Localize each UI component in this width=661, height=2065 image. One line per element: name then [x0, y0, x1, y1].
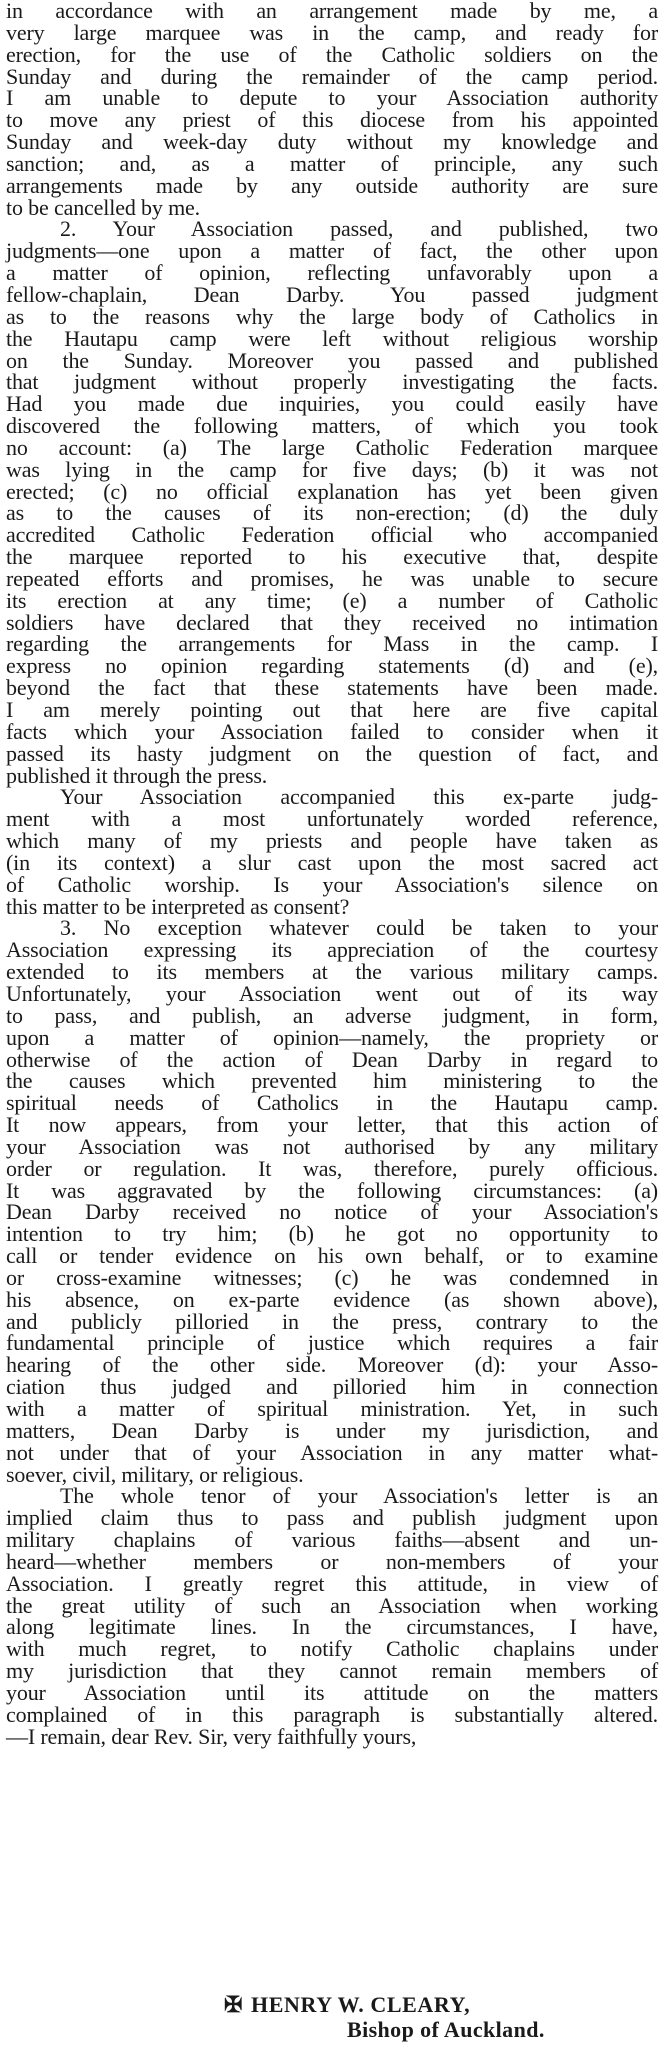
text-line: sanction; and, as a matter of principle, any such [6, 150, 658, 176]
text-line: Your Association accompanied this ex-parte judg- [60, 784, 658, 810]
text-line: my jurisdiction that they cannot remain members of [6, 1658, 658, 1684]
letter-body [6, 0, 658, 1748]
text-line: and publicly pilloried in the press, contrary to the [6, 1308, 658, 1334]
text-line: his absence, on ex-parte evidence (as shown above), [6, 1286, 658, 1312]
text-line: the great utility of such an Association when working [6, 1592, 658, 1618]
text-line: with a matter of spiritual ministration. Yet, in such [6, 1396, 658, 1421]
text-line: the causes which prevented him ministering to the [6, 1068, 658, 1094]
signature-title: Bishop of Auckland. [347, 2017, 545, 2042]
text-line: passed its hasty judgment on the question of fact, and [6, 740, 658, 766]
text-line: to be cancelled by me. [6, 194, 201, 220]
text-line: was lying in the camp for five days; (b) it was not [6, 456, 658, 482]
text-line: arrangements made by any outside authority are sure [6, 172, 658, 198]
text-line: soever, civil, military, or religious. [6, 1461, 304, 1487]
signature-name-line [0, 1993, 652, 2017]
text-line: upon a matter of opinion—namely, the propriety or [6, 1024, 658, 1050]
episcopal-cross-icon: ✠ [224, 1992, 244, 2017]
text-line: otherwise of the action of Dean Darby in regard to [6, 1046, 658, 1072]
text-line: to move any priest of this diocese from his appointed [6, 107, 658, 133]
text-line: which many of my priests and people have taken as [6, 828, 658, 854]
text-line: It was aggravated by the following circumstances: (a) [6, 1177, 658, 1203]
text-line: with much regret, to notify Catholic chaplains under [6, 1636, 658, 1662]
text-line: judgments—one upon a matter of fact, the other upon [6, 238, 658, 264]
text-line: or cross-examine witnesses; (c) he was condemned in [6, 1264, 658, 1290]
text-line: repeated efforts and promises, he was unable to secure [6, 565, 658, 591]
text-line: Sunday and during the remainder of the camp period. [6, 63, 658, 89]
text-line: regarding the arrangements for Mass in the camp. I [6, 631, 658, 657]
text-line: —I remain, dear Rev. Sir, very faithfully yours, [6, 1723, 417, 1749]
text-line: soldiers have declared that they received no intimation [6, 609, 658, 635]
text-line: your Association was not authorised by any military [6, 1133, 658, 1159]
text-line: ment with a most unfortunately worded reference, [6, 806, 658, 832]
text-line: Sunday and week-day duty without my knowledge and [6, 129, 658, 155]
text-line: Unfortunately, your Association went out of its way [6, 980, 658, 1006]
text-line: your Association until its attitude on the matters [6, 1679, 658, 1705]
text-line: call or tender evidence on his own behalf, or to examine [6, 1243, 658, 1269]
text-line: intention to try him; (b) he got no opportunity to [6, 1221, 658, 1247]
text-line: The whole tenor of your Association's letter is an [60, 1483, 658, 1509]
text-line: to pass, and publish, an adverse judgment, in form, [6, 1002, 658, 1028]
text-line: of Catholic worship. Is your Association's silence on [6, 871, 658, 897]
text-line: 3. No exception whatever could be taken to your [60, 915, 658, 941]
text-line: published it through the press. [6, 762, 268, 788]
text-line: the Hautapu camp were left without religious worship [6, 325, 658, 351]
text-line: Association expressing its appreciation of the courtesy [6, 937, 658, 963]
signature-block [0, 1993, 652, 2043]
text-line: hearing of the other side. Moreover (d): your Asso- [6, 1352, 658, 1378]
text-line: along legitimate lines. In the circumstances, I have, [6, 1614, 658, 1640]
text-line: (in its context) a slur cast upon the most sacred act [6, 849, 658, 875]
signature-name: HENRY W. CLEARY, [251, 1992, 471, 2017]
text-line: 2. Your Association passed, and published, two [60, 216, 658, 242]
text-line: that judgment without properly investigating the facts. [6, 369, 658, 395]
text-line: heard—whether members or non-members of your [6, 1548, 658, 1574]
text-line: erected; (c) no official explanation has yet been given [6, 478, 658, 504]
text-line: fellow-chaplain, Dean Darby. You passed judgment [6, 281, 658, 307]
text-line: I am merely pointing out that here are five capital [6, 697, 658, 722]
text-line: spiritual needs of Catholics in the Hautapu camp. [6, 1090, 658, 1116]
text-line: facts which your Association failed to consider when it [6, 718, 658, 744]
text-line: a matter of opinion, reflecting unfavorably upon a [6, 260, 658, 286]
text-line: I am unable to depute to your Association authority [6, 85, 658, 111]
text-line: no account: (a) The large Catholic Federation marquee [6, 434, 658, 460]
text-line: order or regulation. It was, therefore, purely officious. [6, 1155, 658, 1181]
text-line: military chaplains of various faiths—absent and un- [6, 1527, 658, 1553]
text-line: this matter to be interpreted as consent? [6, 893, 350, 919]
text-line: complained of in this paragraph is substantially altered. [6, 1701, 658, 1727]
text-line: in accordance with an arrangement made by me, a [6, 0, 658, 23]
text-line: matters, Dean Darby is under my jurisdiction, and [6, 1417, 658, 1443]
text-line: the marquee reported to his executive that, despite [6, 544, 658, 570]
text-line: It now appears, from your letter, that this action of [6, 1112, 658, 1138]
text-line: Association. I greatly regret this attitude, in view of [6, 1570, 658, 1596]
text-line: very large marquee was in the camp, and ready for [6, 19, 658, 45]
text-line: accredited Catholic Federation official who accompanied [6, 522, 658, 548]
text-line: beyond the fact that these statements have been made. [6, 675, 658, 701]
text-line: not under that of your Association in any matter what- [6, 1439, 658, 1465]
text-line: as to the causes of its non-erection; (d) the duly [6, 500, 658, 526]
text-line: erection, for the use of the Catholic soldiers on the [6, 41, 658, 67]
text-line: express no opinion regarding statements (d) and (e), [6, 653, 658, 679]
text-line: Had you made due inquiries, you could easily have [6, 391, 658, 417]
text-line: as to the reasons why the large body of Catholics in [6, 303, 658, 329]
text-line: its erection at any time; (e) a number of Catholic [6, 587, 658, 613]
text-line: ciation thus judged and pilloried him in connection [6, 1374, 658, 1400]
text-line: extended to its members at the various military camps. [6, 959, 658, 985]
text-line: fundamental principle of justice which requires a fair [6, 1330, 658, 1356]
text-line: Dean Darby received no notice of your Association's [6, 1199, 658, 1225]
text-line: on the Sunday. Moreover you passed and published [6, 347, 658, 373]
text-line: implied claim thus to pass and publish judgment upon [6, 1505, 658, 1531]
text-line: discovered the following matters, of which you took [6, 413, 658, 439]
